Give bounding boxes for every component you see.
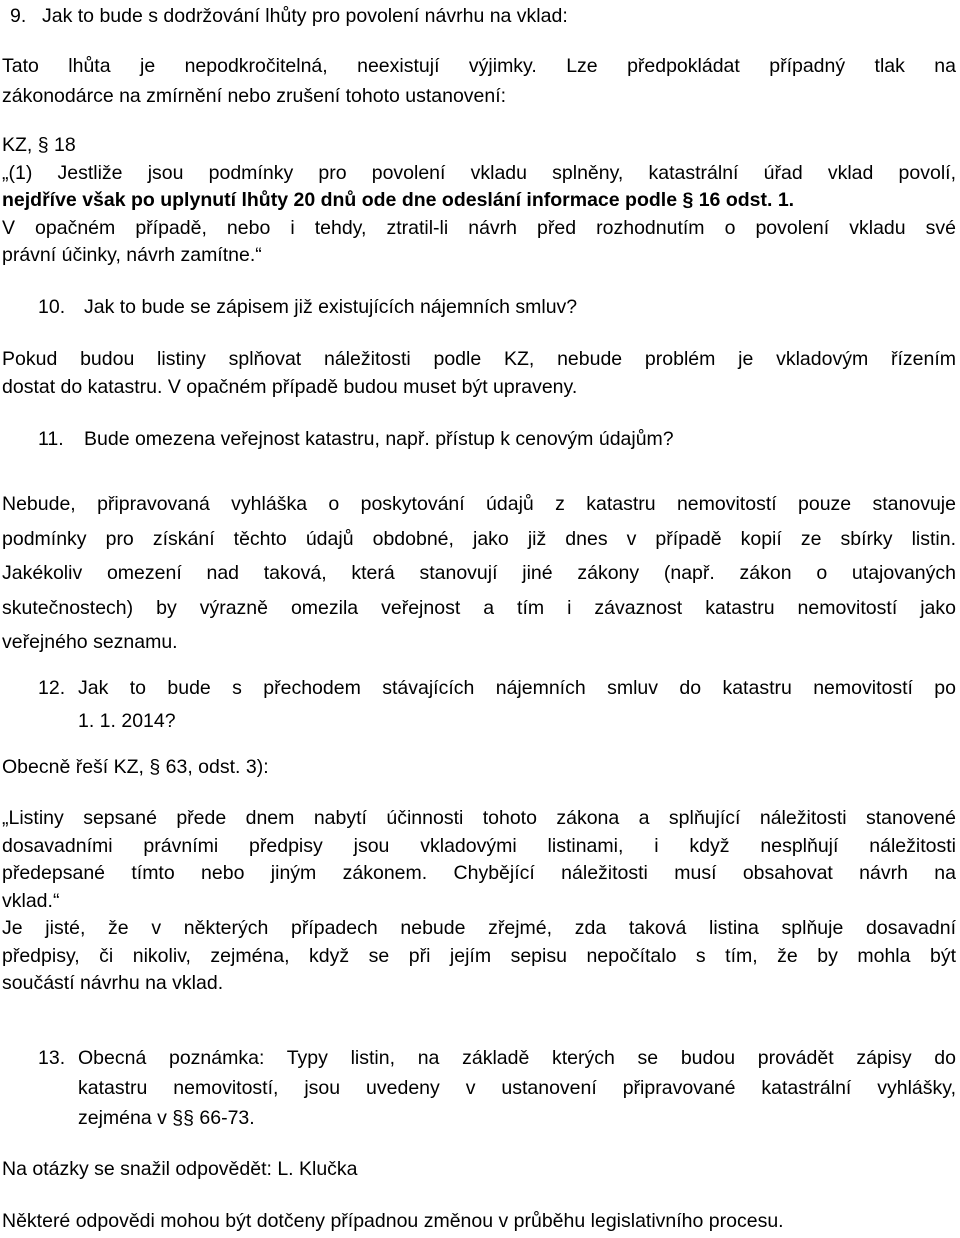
answer-line: dostat do katastru. V opačném případě budou muset být upraveny. (2, 376, 578, 398)
answer-9 (2, 53, 956, 110)
question-10 (38, 294, 577, 321)
note-number: 13. (38, 1047, 66, 1069)
answer-line: podmínky pro získání těchto údajů obdobné, jako již dnes v případě kopií ze sbírky listin. (2, 527, 956, 550)
question-text: Jak to bude s dodržování lhůty pro povolení návrhu na vklad: (42, 5, 568, 27)
quote-line-bold: nejdříve však po uplynutí lhůty 20 dnů ode dne odeslání informace podle § 16 odst. 1. (2, 189, 795, 211)
quote-line: V opačném případě, nebo i tehdy, ztratil-li návrh před rozhodnutím o povolení vkladu své (2, 216, 956, 239)
answer-line: Jakékoliv omezení nad taková, která stanovují jiné zákony (např. zákon o utajovaných (2, 562, 956, 584)
answer-11 (2, 487, 956, 660)
quote-close-mark: “ (255, 244, 262, 266)
comment-line: předpisy, či nikoliv, zejména, když se při jejím sepisu nepočítalo s tím, že by mohla být (2, 944, 956, 967)
note-13 (38, 1043, 956, 1133)
answer-line: skutečnostech) by výrazně omezila veřejnost a tím i závaznost katastru nemovitostí jako (2, 596, 956, 619)
question-text: Jak to bude se zápisem již existujících nájemních smluv? (84, 296, 578, 318)
note-text: Obecná poznámka: Typy listin, na základě kterých se budou provádět zápisy do (78, 1047, 956, 1069)
question-text: Jak to bude s přechodem stávajících nájemních smluv do katastru nemovitostí po (78, 677, 956, 699)
question-9 (10, 3, 568, 30)
question-11 (38, 426, 674, 453)
quote-close-mark: “ (52, 889, 60, 912)
question-number: 10. (38, 296, 66, 318)
question-text: Bude omezena veřejnost katastru, např. přístup k cenovým údajům? (84, 428, 674, 450)
quote-open-mark: „ (2, 807, 9, 829)
question-text: 1. 1. 2014? (78, 710, 176, 732)
answer-line: Tato lhůta je nepodkročitelná, neexistují výjimky. Lze předpokládat případný tlak na (2, 55, 956, 77)
question-number: 11. (38, 428, 64, 450)
quote-line: dosavadními právními předpisy jsou vkladovými listinami, i když nesplňují náležitosti (2, 834, 956, 857)
answer-12-intro (2, 754, 956, 781)
comment-line: Je jisté, že v některých případech nebude zřejmé, zda taková listina splňuje dosavadní (2, 917, 956, 939)
note-text: katastru nemovitostí, jsou uvedeny v ustanovení připravované katastrální vyhlášky, (78, 1077, 956, 1099)
law-reference: KZ, § 18 (2, 134, 76, 156)
question-number: 12. (38, 677, 66, 699)
answer-line: zákonodárce na zmírnění nebo zrušení tohoto ustanovení: (2, 85, 507, 107)
answer-line: veřejného seznamu. (2, 631, 178, 653)
quote-line: „Listiny sepsané přede dnem nabytí účinnosti tohoto zákona a splňující náležitosti stanovené (2, 807, 956, 829)
note-text: zejména v §§ 66-73. (78, 1107, 255, 1129)
quote-line: právní účinky, návrh zamítne.“ (2, 244, 262, 266)
comment-line: součástí návrhu na vklad. (2, 972, 224, 994)
quote-kz-18 (2, 132, 956, 270)
answered-by: Na otázky se snažil odpovědět: L. Klučka (2, 1158, 358, 1180)
question-number: 9. (10, 5, 27, 27)
disclaimer: Některé odpovědi mohou být dotčeny případnou změnou v průběhu legislativního procesu. (2, 1210, 784, 1232)
quote-line: vklad.“ (2, 889, 60, 912)
answer-line: Obecně řeší KZ, § 63, odst. 3): (2, 756, 269, 778)
quote-line: „(1) Jestliže jsou podmínky pro povolení vkladu splněny, katastrální úřad vklad povolí, (2, 161, 956, 184)
quote-kz-63 (2, 805, 956, 998)
quote-line: předepsané tímto nebo jiným zákonem. Chybějící náležitosti musí obsahovat návrh na (2, 862, 956, 884)
answer-line: Pokud budou listiny splňovat náležitosti podle KZ, nebude problém je vkladovým řízením (2, 348, 956, 370)
answer-line: Nebude, připravovaná vyhláška o poskytování údajů z katastru nemovitostí pouze stanovuje (2, 493, 956, 515)
quote-open-mark: „ (2, 161, 9, 184)
question-12 (38, 672, 956, 738)
answer-10 (2, 345, 956, 401)
